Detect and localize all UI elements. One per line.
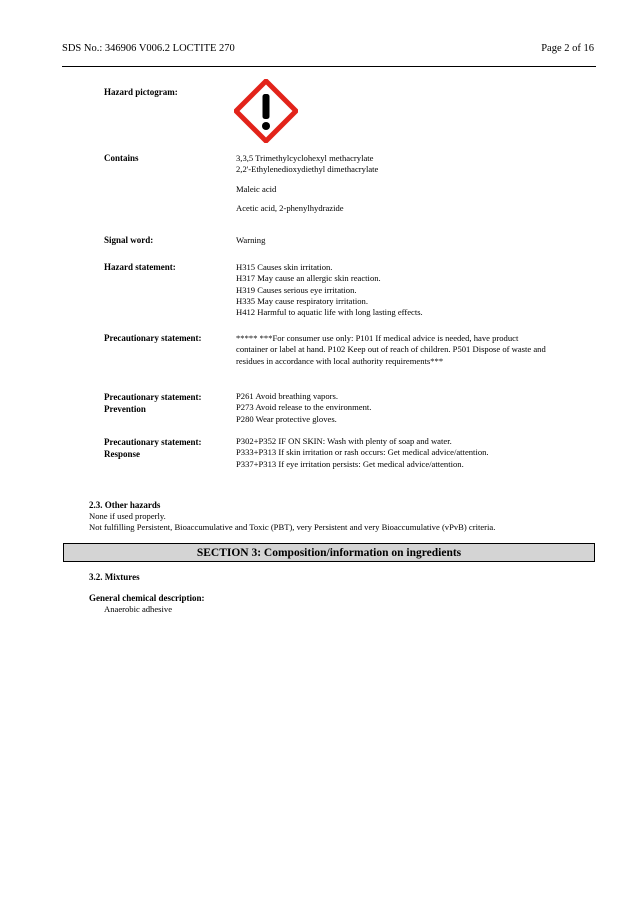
hazard-statement-list	[236, 262, 423, 318]
other-hazards-line: None if used properly.	[89, 511, 166, 521]
prevention-label-block	[104, 391, 202, 416]
contains-item: Acetic acid, 2-phenylhydrazide	[236, 202, 344, 213]
header-divider	[62, 66, 596, 67]
precautionary-statement-text	[236, 333, 546, 367]
page-number: Page 2 of 16	[541, 43, 594, 54]
other-hazards-text	[89, 511, 495, 534]
precautionary-statement-label: Precautionary statement:	[104, 333, 202, 343]
response-label-block	[104, 436, 202, 461]
precautionary-line: ***** ***For consumer use only: P101 If medical advice is needed, have product	[236, 333, 519, 343]
other-hazards-heading: 2.3. Other hazards	[89, 500, 161, 510]
prevention-line: P261 Avoid breathing vapors.	[236, 391, 338, 401]
hazard-statement-line: H319 Causes serious eye irritation.	[236, 284, 357, 295]
general-description-label: General chemical description:	[89, 593, 205, 603]
response-label: Precautionary statement:	[104, 437, 202, 447]
response-sublabel: Response	[104, 449, 141, 460]
contains-item: Maleic acid	[236, 183, 277, 194]
exclamation-mark-diamond-icon	[234, 79, 298, 143]
other-hazards-line: Not fulfilling Persistent, Bioaccumulative and Toxic (PBT), very Persistent and very Bioaccumulative (vPvB) criteria.	[89, 522, 496, 533]
prevention-label: Precautionary statement:	[104, 392, 202, 402]
prevention-sublabel: Prevention	[104, 404, 146, 415]
contains-item: 3,3,5 Trimethylcyclohexyl methacrylate	[236, 153, 374, 163]
contains-list	[236, 153, 378, 214]
document-id: SDS No.: 346906 V006.2 LOCTITE 270	[62, 43, 235, 54]
hazard-statement-line: H412 Harmful to aquatic life with long lasting effects.	[236, 307, 423, 318]
hazard-statement-line: H315 Causes skin irritation.	[236, 262, 333, 272]
section-3-heading: SECTION 3: Composition/information on ingredients	[63, 543, 595, 562]
hazard-statement-label: Hazard statement:	[104, 262, 176, 272]
response-list	[236, 436, 489, 470]
hazard-statement-line: H317 May cause an allergic skin reaction.	[236, 273, 381, 284]
signal-word-label: Signal word:	[104, 235, 154, 245]
general-description-value: Anaerobic adhesive	[104, 604, 173, 614]
prevention-line: P273 Avoid release to the environment.	[236, 402, 372, 413]
response-line: P333+P313 If skin irritation or rash occurs: Get medical advice/attention.	[236, 447, 489, 458]
precautionary-line: container or label at hand. P102 Keep out of reach of children. P501 Dispose of waste and	[236, 344, 546, 355]
prevention-line: P280 Wear protective gloves.	[236, 413, 337, 424]
precautionary-line: residues in accordance with local authority requirements***	[236, 355, 444, 366]
hazard-pictogram-label: Hazard pictogram:	[104, 87, 178, 97]
hazard-statement-line: H335 May cause respiratory irritation.	[236, 295, 368, 306]
contains-item: 2,2'-Ethylenedioxydiethyl dimethacrylate	[236, 164, 379, 175]
response-line: P302+P352 IF ON SKIN: Wash with plenty of soap and water.	[236, 436, 452, 446]
response-line: P337+P313 If eye irritation persists: Get medical advice/attention.	[236, 458, 464, 469]
prevention-list	[236, 391, 371, 425]
signal-word-value: Warning	[236, 235, 266, 245]
mixtures-heading: 3.2. Mixtures	[89, 572, 140, 582]
contains-label: Contains	[104, 153, 139, 163]
